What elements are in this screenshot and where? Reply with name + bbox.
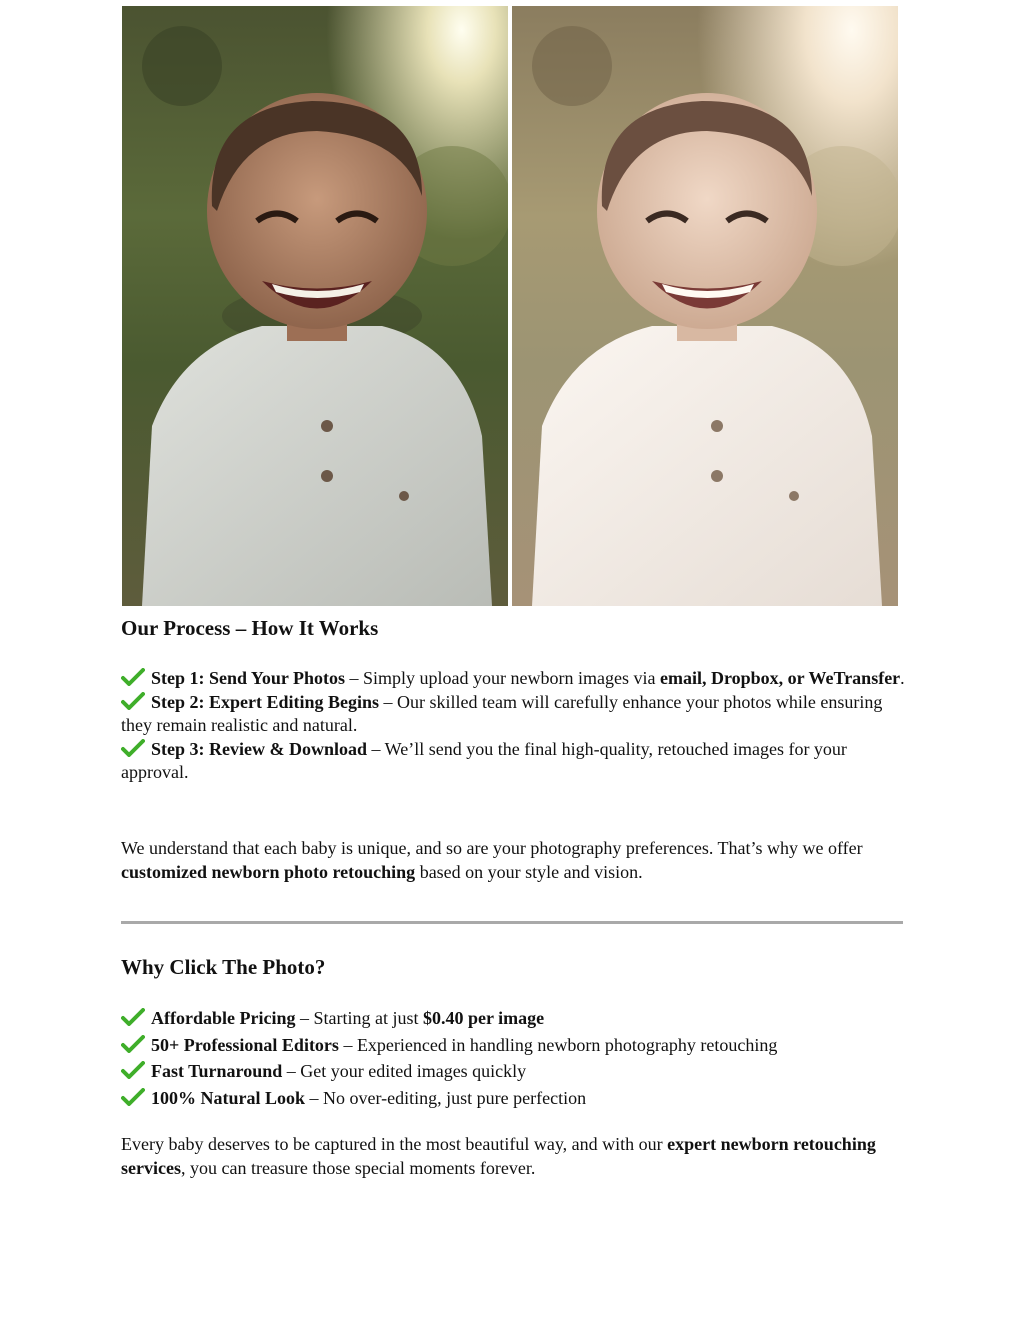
feature-item: Affordable Pricing – Starting at just $0.40 per image <box>121 1005 911 1032</box>
process-steps <box>121 667 911 785</box>
feature-item: Fast Turnaround – Get your edited images quickly <box>121 1058 911 1085</box>
step-3-text: – We’ll send you the final high-quality, retouched images for your approval. <box>121 738 847 782</box>
checkmark-icon <box>121 692 145 710</box>
why-title: Why Click The Photo? <box>121 955 326 979</box>
process-title: Our Process – How It Works <box>121 616 379 640</box>
checkmark-icon <box>121 739 145 757</box>
price: $0.40 per image <box>422 1008 545 1028</box>
step-1-tail: . <box>900 668 905 688</box>
checkmark-icon <box>121 668 145 686</box>
step-1-methods: email, Dropbox, or WeTransfer <box>660 668 901 688</box>
process-paragraph <box>121 837 911 884</box>
section-divider <box>121 921 903 924</box>
step-2-title: Step 2: Expert Editing Begins <box>151 691 380 712</box>
before-after-photos <box>122 6 898 606</box>
feature-list <box>121 1005 911 1111</box>
process-highlight: customized newborn photo retouching <box>121 861 416 882</box>
checkmark-icon <box>121 1061 145 1079</box>
closing-paragraph <box>121 1133 911 1180</box>
checkmark-icon <box>121 1008 145 1026</box>
photo-after <box>512 6 898 606</box>
closing-highlight: expert newborn retouching services <box>121 1134 876 1178</box>
process-step-3 <box>121 738 911 785</box>
step-1-title: Step 1: Send Your Photos <box>151 668 346 688</box>
step-1-text: – Simply upload your newborn images via <box>345 668 661 688</box>
photo-before <box>122 6 508 606</box>
process-step-2 <box>121 691 911 738</box>
why-section <box>121 955 911 980</box>
process-section <box>121 616 911 641</box>
process-body: We understand that each baby is unique, and so are your photography preferences. That’s why we offer customized newborn photo retouching based on your style and vision. <box>121 838 863 882</box>
process-step-1 <box>121 667 911 691</box>
feature-item: 50+ Professional Editors – Experienced in handling newborn photography retouching <box>121 1032 911 1059</box>
step-2-text: – Our skilled team will carefully enhance your photos while ensuring they remain realistic and natural. <box>121 691 883 735</box>
checkmark-icon <box>121 1035 145 1053</box>
closing-body: Every baby deserves to be captured in the most beautiful way, and with our expert newborn retouching services, you can treasure those special moments forever. <box>121 1134 876 1178</box>
checkmark-icon <box>121 1088 145 1106</box>
step-3-title: Step 3: Review & Download <box>151 738 367 759</box>
feature-item: 100% Natural Look – No over-editing, just pure perfection <box>121 1085 911 1112</box>
